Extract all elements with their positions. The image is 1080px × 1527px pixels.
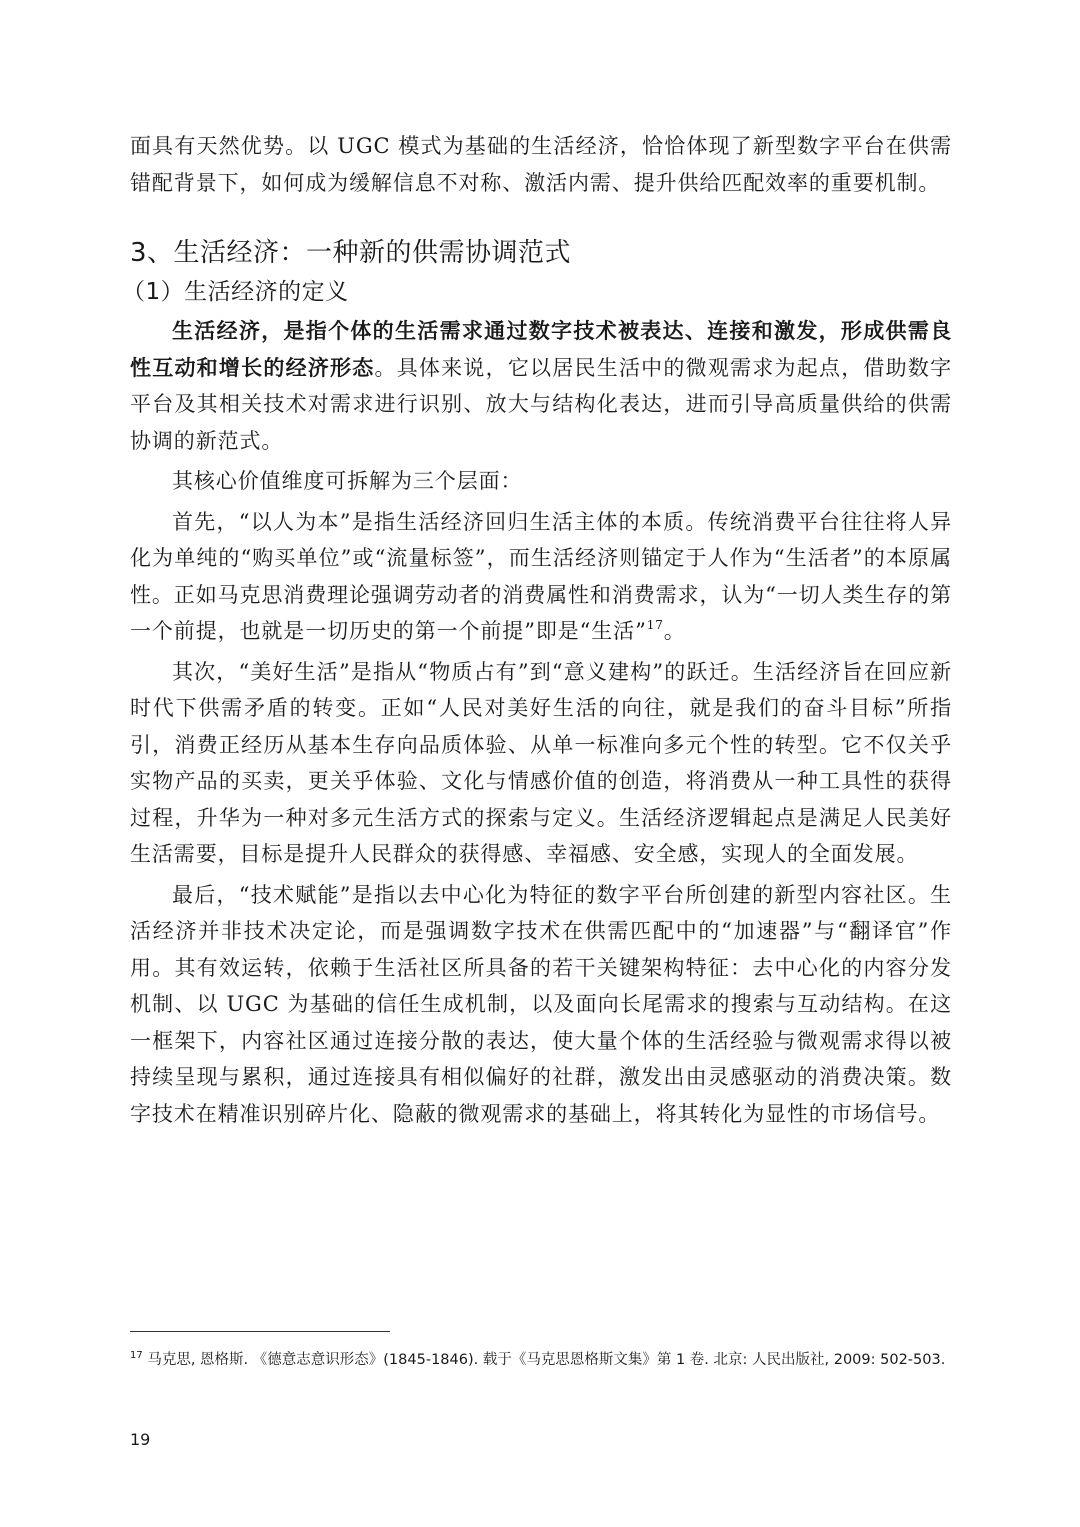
first-point-text: 首先，“以人为本”是指生活经济回归生活主体的本质。传统消费平台往往将人异化为单纯的“购买单位”或“流量标签”，而生活经济则锚定于人作为“生活者”的本原属性。正如马克思消费理论强调劳动者的消费属性和消费需求，认为“一切人类生存的第一个前提，也就是一切历史的第一个前提”即是“生活” [130, 509, 952, 643]
definition-rest: 。具体来说，它以居民生活中的微观需求为起点，借助数字平台及其相关技术对需求进行识别、放大与结构化表达，进而引导高质量供给的供需协调的新范式。 [130, 355, 952, 453]
subsection-heading: （1）生活经济的定义 [122, 279, 349, 305]
footnote [130, 1346, 952, 1375]
third-point-paragraph: 最后，“技术赋能”是指以去中心化为特征的数字平台所创建的新型内容社区。生活经济并非技术决定论，而是强调数字技术在供需匹配中的“加速器”与“翻译官”作用。其有效运转，依赖于生活社区所具备的若干关键架构特征：去中心化的内容分发机制、以 UGC 为基础的信任生成机制，以及面向长尾需求的搜索与互动结构。在这一框架下，内容社区通过连接分散的表达，使大量个体的生活经验与微观需求得以被持续呈现与累积，通过连接具有相似偏好的社群，激发出由灵感驱动的消费决策。数字技术在精准识别碎片化、隐蔽的微观需求的基础上，将其转化为显性的市场信号。 [130, 882, 952, 1126]
continuation-paragraph: 面具有天然优势。以 UGC 模式为基础的生活经济，恰恰体现了新型数字平台在供需错配背景下，如何成为缓解信息不对称、激活内需、提升供给匹配效率的重要机制。 [130, 134, 952, 195]
footnote-reference[interactable]: 17 [646, 618, 664, 632]
footnote-divider [130, 1331, 390, 1332]
footnote-number: 17 [130, 1350, 143, 1361]
first-point-end: 。 [663, 619, 686, 643]
core-intro-paragraph: 其核心价值维度可拆解为三个层面： [172, 469, 523, 493]
definition-paragraph [130, 313, 952, 459]
document-body [122, 128, 952, 1132]
first-point-paragraph [130, 504, 952, 650]
footnote-text: 马克思, 恩格斯. 《德意志意识形态》(1845-1846). 载于《马克思恩格斯文集》第 1 卷. 北京: 人民出版社, 2009: 502-503. [142, 1352, 946, 1368]
page-number: 19 [130, 1430, 151, 1449]
second-point-paragraph: 其次，“美好生活”是指从“物质占有”到“意义建构”的跃迁。生活经济旨在回应新时代下供需矛盾的转变。正如“人民对美好生活的向往，就是我们的奋斗目标”所指引，消费正经历从基本生存向品质体验、从单一标准向多元个性的转型。它不仅关乎实物产品的买卖，更关乎体验、文化与情感价值的创造，将消费从一种工具性的获得过程，升华为一种对多元生活方式的探索与定义。生活经济逻辑起点是满足人民美好生活需要，目标是提升人民群众的获得感、幸福感、安全感，实现人的全面发展。 [130, 659, 952, 866]
definition-bold: 生活经济，是指个体的生活需求通过数字技术被表达、连接和激发，形成供需良性互动和增长的经济形态 [130, 319, 952, 380]
section-heading: 3、生活经济：一种新的供需协调范式 [130, 238, 572, 268]
